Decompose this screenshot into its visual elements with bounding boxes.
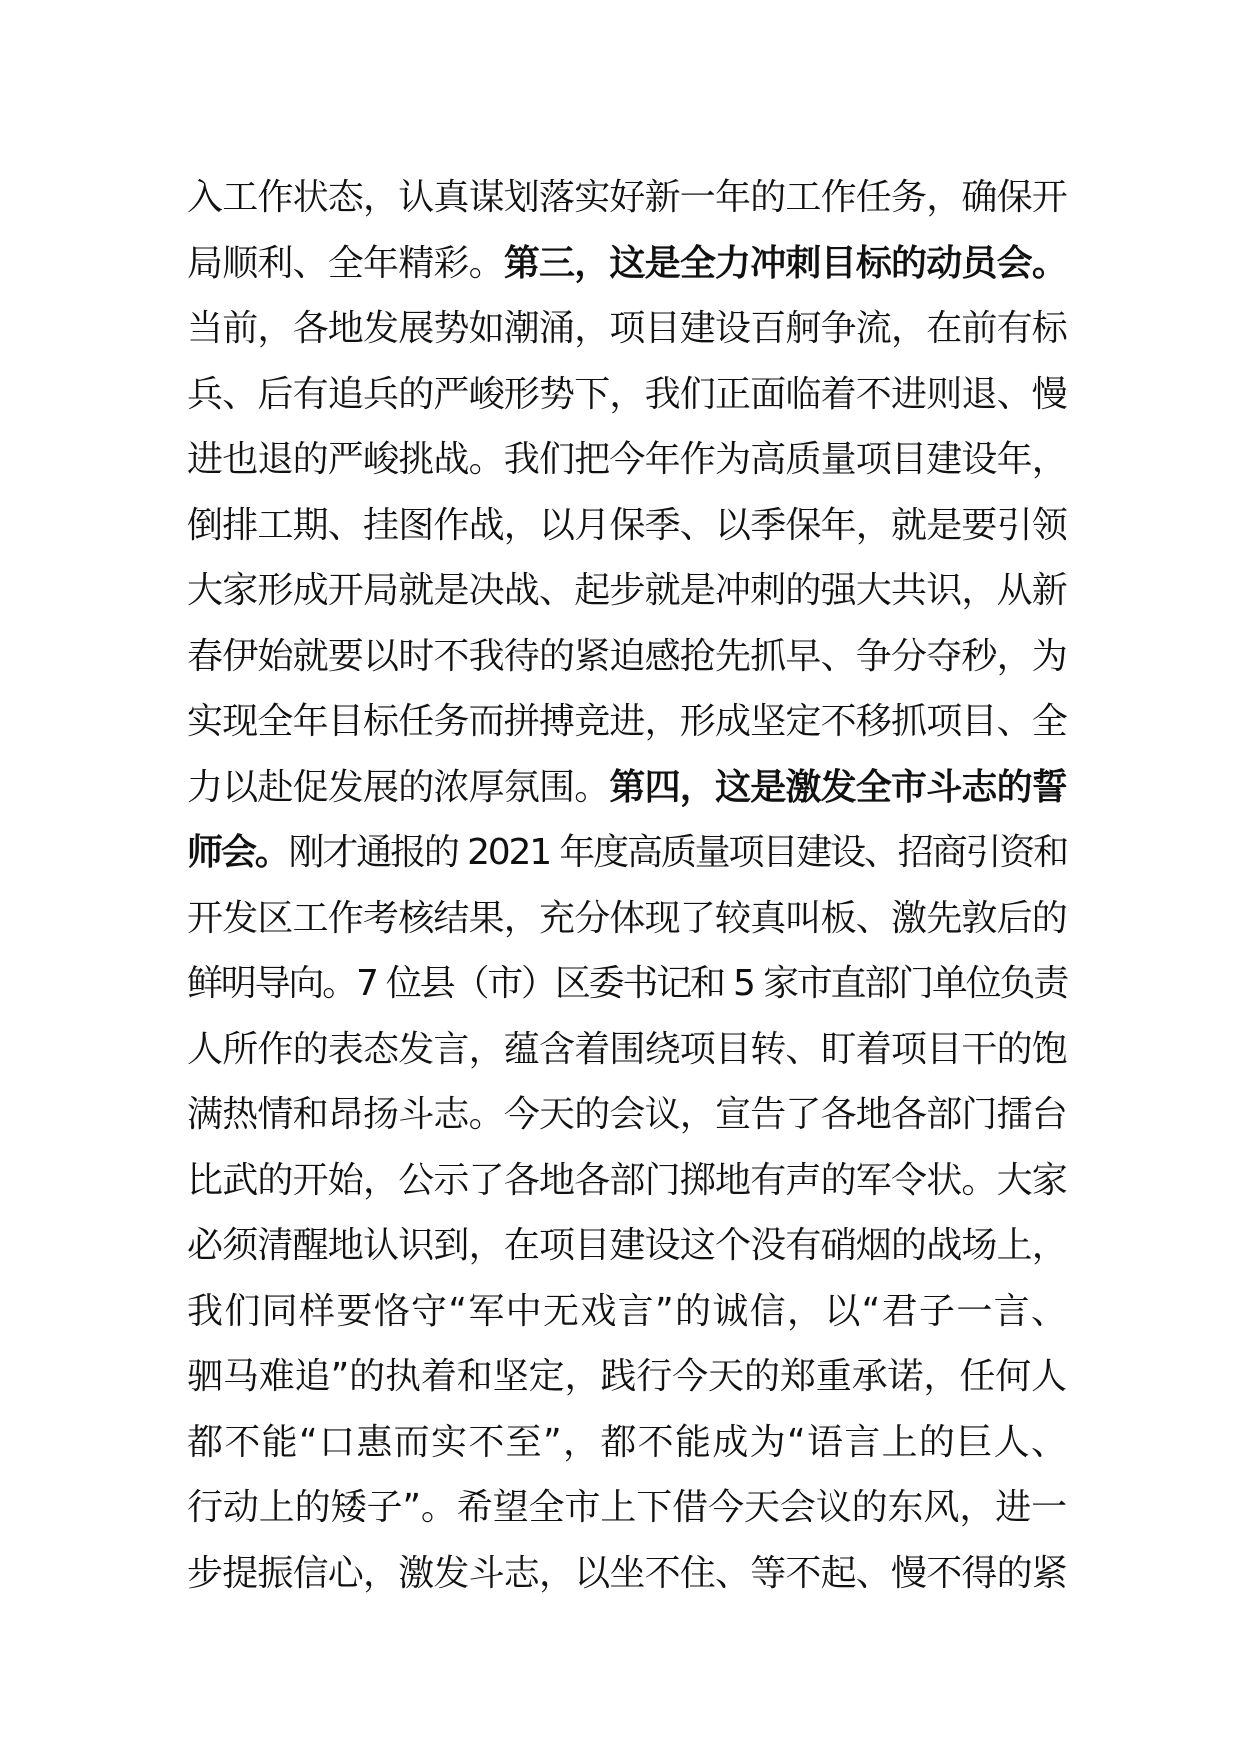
text-segment: 实现全年目标任务而拼搏竞进，形成坚定不移抓项目、全 [187, 701, 1068, 742]
text-line [187, 231, 1067, 297]
text-segment: 局顺利、全年精彩。 [187, 242, 504, 284]
text-line [187, 820, 1067, 886]
text-segment: 大家形成开局就是决战、起步就是冲刺的强大共识，从新 [187, 570, 1068, 611]
text-line [187, 689, 1067, 755]
text-segment: 驷马难追”的执着和坚定，践行今天的郑重承诺，任何人 [187, 1356, 1067, 1397]
text-segment: 满热情和昂扬斗志。今天的会议，宣告了各地各部门擂台 [187, 1094, 1068, 1135]
text-segment: 人所作的表态发言，蕴含着围绕项目转、盯着项目干的饱 [187, 1028, 1068, 1070]
text-line [187, 558, 1067, 624]
text-segment: 刚才通报的 2021 年度高质量项目建设、招商引资和 [288, 832, 1067, 873]
text-line [187, 1410, 1067, 1476]
text-line [187, 296, 1067, 362]
text-line [187, 1082, 1067, 1148]
text-line [187, 886, 1067, 952]
text-segment: 我们同样要恪守“军中无戏言”的诚信，以“君子一言、 [187, 1290, 1067, 1332]
text-segment: 必须清醒地认识到，在项目建设这个没有硝烟的战场上， [187, 1225, 1068, 1266]
text-segment: 步提振信心，激发斗志，以坐不住、等不起、慢不得的紧 [187, 1552, 1068, 1594]
text-segment: 力以赴促发展的浓厚氛围。 [187, 766, 610, 808]
text-line [187, 1148, 1067, 1214]
text-line [187, 1017, 1067, 1083]
text-segment: 进也退的严峻挑战。我们把今年作为高质量项目建设年， [187, 439, 1068, 480]
text-line [187, 427, 1067, 493]
text-segment: 兵、后有追兵的严峻形势下，我们正面临着不进则退、慢 [187, 373, 1068, 415]
text-line [187, 493, 1067, 559]
text-line [187, 624, 1067, 690]
bold-text-segment: 第三，这是全力冲刺目标的动员会。 [503, 242, 1068, 284]
text-line [187, 1475, 1067, 1541]
text-segment: 都不能“口惠而实不至”，都不能成为“语言上的巨人、 [187, 1421, 1067, 1463]
text-segment: 当前，各地发展势如潮涌，项目建设百舸争流，在前有标 [187, 308, 1068, 349]
text-line [187, 362, 1067, 428]
text-line [187, 1344, 1067, 1410]
text-segment: 行动上的矮子”。希望全市上下借今天会议的东风，进一 [187, 1487, 1067, 1528]
text-segment: 鲜明导向。7 位县（市）区委书记和 5 家市直部门单位负责 [187, 963, 1068, 1004]
text-line [187, 1213, 1067, 1279]
text-line [187, 165, 1067, 231]
text-line [187, 1541, 1067, 1607]
text-line [187, 951, 1067, 1017]
bold-text-segment: 第四，这是激发全市斗志的誓 [609, 766, 1068, 808]
text-segment: 入工作状态，认真谋划落实好新一年的工作任务，确保开 [187, 177, 1068, 218]
text-segment: 倒排工期、挂图作战，以月保季、以季保年，就是要引领 [187, 504, 1068, 546]
text-segment: 比武的开始，公示了各地各部门掷地有声的军令状。大家 [187, 1159, 1068, 1201]
text-line [187, 1279, 1067, 1345]
text-segment: 春伊始就要以时不我待的紧迫感抢先抓早、争分夺秒，为 [187, 635, 1068, 677]
text-line [187, 755, 1067, 821]
body-text [187, 165, 1067, 1606]
bold-text-segment: 师会。 [187, 832, 289, 873]
text-segment: 开发区工作考核结果，充分体现了较真叫板、激先敦后的 [187, 897, 1068, 939]
